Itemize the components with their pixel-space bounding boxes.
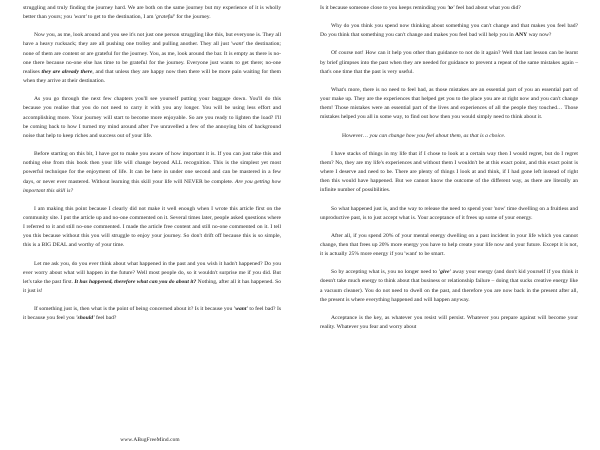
text-run-bold-italic: 'want' [233,306,248,313]
left-paragraph-3: As you go through the next few chapters you'll see yourself putting your baggage down. You'll do this because you realise that you do not need to carry it with you any longer. You will be using less effort and accomplishing more. Your journey will start to become more enjoyable. So are you ready to lighten the load? I'll be coming back to how I turned my mind around after I've unravelled a few of the annoying bits of background noise that help to keep riches and success out of your life. [23,96,281,139]
text-run-italic: 'grateful' [154,14,175,21]
right-paragraph-9 [320,268,578,305]
text-run: for the journey. [174,14,211,21]
text-run: Why do you think you spend now thinking about something you can't change and that makes you feel bad? Do you think that something you can't change and makes you feel bad will help you in [320,23,578,39]
right-paragraph-7: So what happened just is, and the way to release the need to spend your 'now' time dwelling on a fruitless and unproductive past, is to just accept what is. Your acceptance of it frees up some of your energy. [320,205,578,221]
text-run: to get to the destination, I am [86,14,155,21]
text-run: feel bad? [94,315,117,322]
text-run: However… [342,132,370,139]
text-run: feel bad about what you did? [454,5,521,11]
text-run-bold-italic: 'should' [75,315,95,322]
left-paragraph-7 [23,305,281,323]
text-run-bold-italic: It has happened, therefore what can you do about it? [74,278,197,285]
right-paragraph-2 [320,22,578,40]
text-run: struggling and truly finding the journey hard. We are both on the same journey but my experience of it is wholly better than yours; you [23,5,281,21]
text-run: So by accepting what is, you no longer need to [331,269,439,276]
text-run: to feel bad? Is it because you feel you [23,306,281,322]
left-column [23,4,281,333]
right-paragraph-10: Acceptance is the key, as whatever you resist will persist. Whatever you prepare against will become your reality. Whatever you fear and worry about [320,314,578,331]
text-run-italic: 'want' [230,41,245,48]
left-paragraph-1 [23,4,281,22]
text-run: away your energy (and don't kid yourself if you think it doesn't take much energy to think about that business or relationship failure – doing that sucks creative energy like a vacuum cleaner). You do not need to dwell on the past, and therefore you are now back in the present after all, the present is where everything happened and will happen anyway. [320,269,579,303]
text-run: , and that unless they are happy now then there will be more pain waiting for them when they arrive at their destination. [23,68,281,85]
text-run: Is it because someone close to you keeps reminding you [320,5,448,11]
text-run-bold: ANY [515,32,528,39]
page-footer-url: www.ABugFreeMind.com [120,437,180,443]
right-paragraph-1 [320,4,578,13]
text-run-italic: 'want' [73,14,87,21]
text-run: Now you, as me, look around and you see it's not just one person struggling like this, but everyone is. They all have a heavy rucksack; they are all pushing one trolley and pulling another. They all just [23,32,281,48]
text-run: the destination; none of them are content or are grateful for the journey. You, as me, look around the bar. It is empty as there is no-one there because no-one else has time to be grateful for the journey. Everyone just wants to get there; no-one realises [23,41,281,75]
right-paragraph-5 [320,132,578,141]
text-run-italic: you can change how you feel about them, as that is a choice. [369,132,506,139]
text-run: Let me ask you, do you ever think about what happened in the past and you wish it hadn't happened? Do you ever worry about what will happen in the future? Well most people do, so it wouldn't surprise me if you did. But let's take the past first. [23,260,281,285]
right-paragraph-4: What's more, there is no need to feel bad, as those mistakes are an essential part of you an essential part of your make up. They are the experiences that helped get you to the place you are at right now and you can't change them! Those mistakes were an essential part of the lives and experiences of all the people they touched… Those mistakes helped you all in some way, to find out how then you would simply need to think about it. [320,86,578,121]
text-run: If something just is, then what is the point of being concerned about it? Is it because you [34,306,234,313]
right-paragraph-3: Of course not! How can it help you other than guidance to not do it again? Well that last lesson can be learnt by brief glimpses into the past when they are needed for guidance to prevent a repeat of the same mistakes again – that's one time that the past is very useful. [320,50,578,75]
text-run: Nothing, after all it has happened. So it just is! [23,278,281,295]
left-paragraph-5: I am making this point because I clearly did not make it well enough when I wrote this article first on the community site. I put the article up and no-one commented on it. Several times later, people asked questions where I referred to it and still no-one commented. I made the article free content and still no-one commented on it. I tell you this because without this you will struggle to enjoy your journey. So don't drift off because this is so simple, this is a BIG DEAL and worthy of your time. [23,205,281,249]
text-run-bold-italic: they are already there [41,68,93,75]
text-run: Before starting on this bit, I have got to make you aware of how important it is. If you can just take this and nothing else from this book then your life will change beyond ALL recognition. This is the simplest yet most powerful technique for the enjoyment of life. It can be here in under one second and can be mastered in a few days, or never ever mastered. Without learning this skill your life will NEVER be complete. [23,151,281,185]
text-run: way now? [527,32,552,39]
text-run-bold-italic: 'to' [447,5,455,11]
right-paragraph-8: After all, if you spend 20% of your mental energy dwelling on a past incident in your life which you cannot change, then that frees up 20% more energy you have to help create your life now and your future. Except it is not, it is actually 25% more energy if you 'want' to be smart. [320,232,578,258]
left-paragraph-6 [23,260,281,297]
left-paragraph-4 [23,150,281,196]
text-run-bold-italic: 'give' [438,269,452,276]
left-paragraph-2 [23,31,281,86]
right-paragraph-6: I have stacks of things in my life that if I chose to look at a certain way then I would regret, but do I regret them? No, they are my life's experiences and without them I wouldn't be at this exact point, and this exact point is where I deserve and need to be. There are plenty of things I look at and think, if I had gone left instead of right then this would have happened. But we cannot know the outcome of the different way, as there are literally an infinite number of possibilities. [320,150,578,194]
text-run-italic: Are you getting how important this skill is? [23,178,281,194]
right-column [320,4,578,341]
